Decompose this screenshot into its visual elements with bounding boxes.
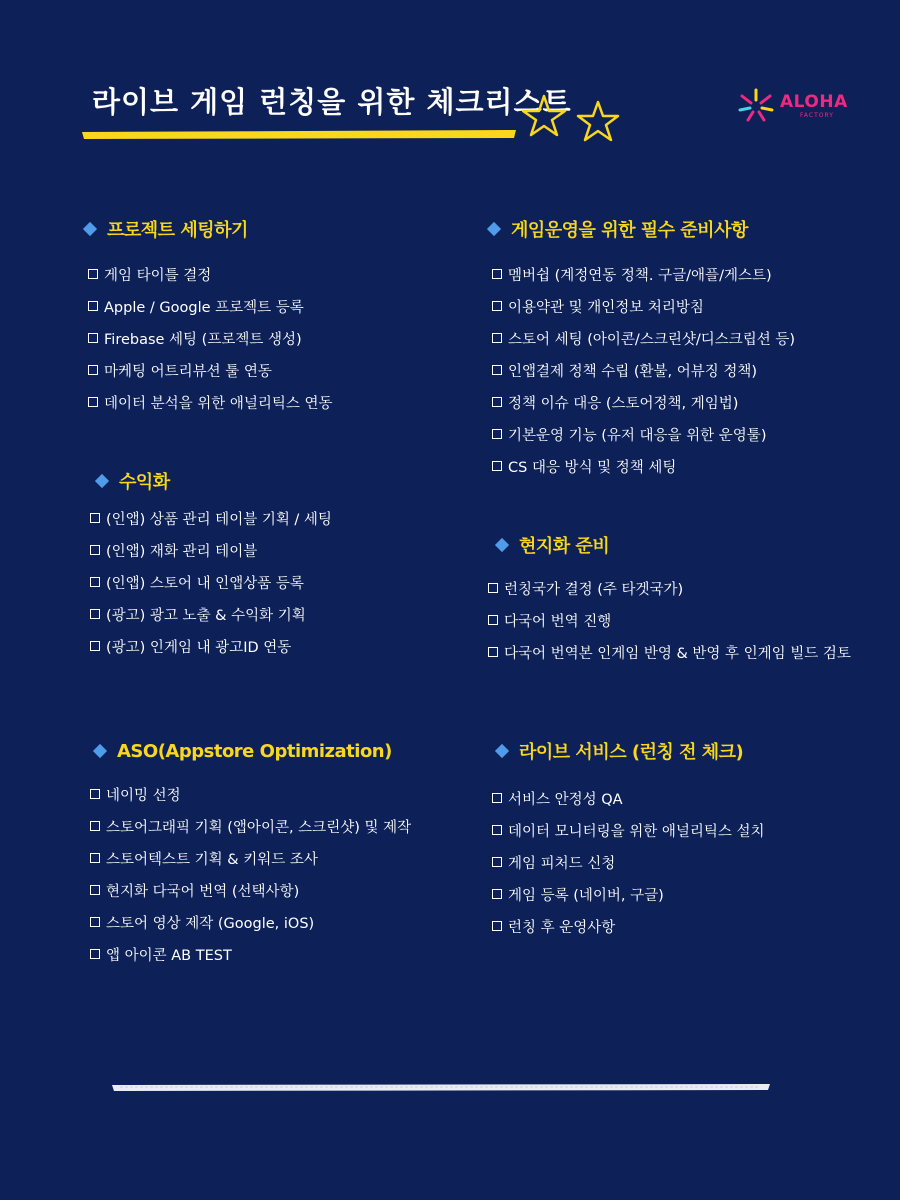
- aloha-factory-logo: [736, 86, 856, 126]
- checklist-item[interactable]: 스토어그래픽 기획 (앱아이콘, 스크린샷) 및 제작: [90, 810, 411, 842]
- checkbox-icon[interactable]: [492, 365, 502, 375]
- checklist: [492, 258, 795, 482]
- diamond-icon: [95, 474, 109, 488]
- checklist-item[interactable]: 스토어 영상 제작 (Google, iOS): [90, 906, 411, 938]
- checklist-item[interactable]: Firebase 세팅 (프로젝트 생성): [88, 322, 333, 354]
- section-title: 수익화: [119, 472, 170, 493]
- checklist-item[interactable]: Apple / Google 프로젝트 등록: [88, 290, 333, 322]
- section-localization: [494, 530, 851, 668]
- checklist-item[interactable]: 다국어 번역 진행: [488, 604, 851, 636]
- checklist-item[interactable]: 스토어텍스트 기획 & 키워드 조사: [90, 842, 411, 874]
- diamond-icon: [93, 744, 107, 758]
- checklist-item[interactable]: 현지화 다국어 번역 (선택사항): [90, 874, 411, 906]
- checklist-item[interactable]: 다국어 번역본 인게임 반영 & 반영 후 인게임 빌드 검토: [488, 636, 851, 668]
- section-header: [94, 466, 332, 496]
- diamond-icon: [495, 744, 509, 758]
- checkbox-icon[interactable]: [488, 583, 498, 593]
- checkbox-icon[interactable]: [90, 885, 100, 895]
- checkbox-icon[interactable]: [488, 647, 498, 657]
- checkbox-icon[interactable]: [88, 301, 98, 311]
- checkbox-icon[interactable]: [88, 397, 98, 407]
- checkbox-icon[interactable]: [492, 793, 502, 803]
- checklist-item[interactable]: 런칭 후 운영사항: [492, 910, 765, 942]
- checkbox-icon[interactable]: [492, 269, 502, 279]
- checkbox-icon[interactable]: [492, 857, 502, 867]
- logo-wordmark: ALOHA: [780, 92, 848, 112]
- section-live-service: [494, 736, 765, 942]
- checklist-item[interactable]: (광고) 광고 노출 & 수익화 기획: [90, 598, 332, 630]
- checklist-item[interactable]: 앱 아이콘 AB TEST: [90, 938, 411, 970]
- checkbox-icon[interactable]: [90, 609, 100, 619]
- checklist-item[interactable]: 런칭국가 결정 (주 타겟국가): [488, 572, 851, 604]
- checkbox-icon[interactable]: [90, 789, 100, 799]
- checklist: [492, 782, 765, 942]
- logo-subtitle: FACTORY: [800, 112, 834, 119]
- checkbox-icon[interactable]: [90, 545, 100, 555]
- checklist-item[interactable]: 멤버쉽 (계정연동 정책. 구글/애플/게스트): [492, 258, 795, 290]
- checkbox-icon[interactable]: [90, 949, 100, 959]
- checkbox-icon[interactable]: [492, 889, 502, 899]
- section-aso: [92, 736, 411, 970]
- checklist-item[interactable]: (인앱) 스토어 내 인앱상품 등록: [90, 566, 332, 598]
- section-title: 프로젝트 세팅하기: [107, 220, 248, 241]
- checkbox-icon[interactable]: [88, 365, 98, 375]
- checklist-item[interactable]: 인앱결제 정책 수립 (환불, 어뷰징 정책): [492, 354, 795, 386]
- checkbox-icon[interactable]: [492, 429, 502, 439]
- checkbox-icon[interactable]: [492, 301, 502, 311]
- checklist-item[interactable]: 정책 이슈 대응 (스토어정책, 게임법): [492, 386, 795, 418]
- checkbox-icon[interactable]: [488, 615, 498, 625]
- checklist: [88, 258, 333, 418]
- checklist: [488, 572, 851, 668]
- title-underline: [80, 128, 518, 140]
- checkbox-icon[interactable]: [90, 641, 100, 651]
- section-header: [486, 214, 795, 244]
- checklist-item[interactable]: 기본운영 기능 (유저 대응을 위한 운영툴): [492, 418, 795, 450]
- checklist: [90, 502, 332, 662]
- checkbox-icon[interactable]: [90, 513, 100, 523]
- footer-divider: [110, 1080, 772, 1094]
- checklist-item[interactable]: 데이터 분석을 위한 애널리틱스 연동: [88, 386, 333, 418]
- section-live-ops-prep: [486, 214, 795, 482]
- checkbox-icon[interactable]: [90, 821, 100, 831]
- checkbox-icon[interactable]: [88, 269, 98, 279]
- logo-burst-icon: [736, 86, 776, 126]
- checklist-item[interactable]: CS 대응 방식 및 정책 세팅: [492, 450, 795, 482]
- checklist-item[interactable]: 이용약관 및 개인정보 처리방침: [492, 290, 795, 322]
- checklist-item[interactable]: 스토어 세팅 (아이콘/스크린샷/디스크립션 등): [492, 322, 795, 354]
- diamond-icon: [495, 538, 509, 552]
- checklist-item[interactable]: (인앱) 상품 관리 테이블 기획 / 세팅: [90, 502, 332, 534]
- section-header: [92, 736, 411, 766]
- checklist-item[interactable]: 마케팅 어트리뷰션 툴 연동: [88, 354, 333, 386]
- checklist: [90, 778, 411, 970]
- section-title: 현지화 준비: [519, 536, 610, 557]
- checkbox-icon[interactable]: [492, 921, 502, 931]
- checkbox-icon[interactable]: [90, 577, 100, 587]
- checkbox-icon[interactable]: [88, 333, 98, 343]
- checkbox-icon[interactable]: [90, 853, 100, 863]
- section-title: 게임운영을 위한 필수 준비사항: [511, 220, 748, 241]
- checkbox-icon[interactable]: [492, 825, 502, 835]
- section-header: [494, 736, 765, 766]
- section-title: 라이브 서비스 (런칭 전 체크): [519, 742, 744, 763]
- star-icon: [522, 92, 626, 148]
- checklist-item[interactable]: 네이밍 선정: [90, 778, 411, 810]
- section-header: [82, 214, 333, 244]
- checkbox-icon[interactable]: [492, 461, 502, 471]
- checkbox-icon[interactable]: [492, 333, 502, 343]
- diamond-icon: [487, 222, 501, 236]
- diamond-icon: [83, 222, 97, 236]
- section-project-setup: [82, 214, 333, 418]
- page-title: 라이브 게임 런칭을 위한 체크리스트: [92, 85, 572, 119]
- checklist-item[interactable]: 데이터 모니터링을 위한 애널리틱스 설치: [492, 814, 765, 846]
- checkbox-icon[interactable]: [492, 397, 502, 407]
- checklist-item[interactable]: 게임 피처드 신청: [492, 846, 765, 878]
- checklist-item[interactable]: (인앱) 재화 관리 테이블: [90, 534, 332, 566]
- checklist-item[interactable]: 게임 타이틀 결정: [88, 258, 333, 290]
- checklist-item[interactable]: 서비스 안정성 QA: [492, 782, 765, 814]
- section-monetization: [94, 466, 332, 662]
- checklist-item[interactable]: (광고) 인게임 내 광고ID 연동: [90, 630, 332, 662]
- checkbox-icon[interactable]: [90, 917, 100, 927]
- section-title: ASO(Appstore Optimization): [117, 740, 392, 762]
- section-header: [494, 530, 851, 560]
- checklist-item[interactable]: 게임 등록 (네이버, 구글): [492, 878, 765, 910]
